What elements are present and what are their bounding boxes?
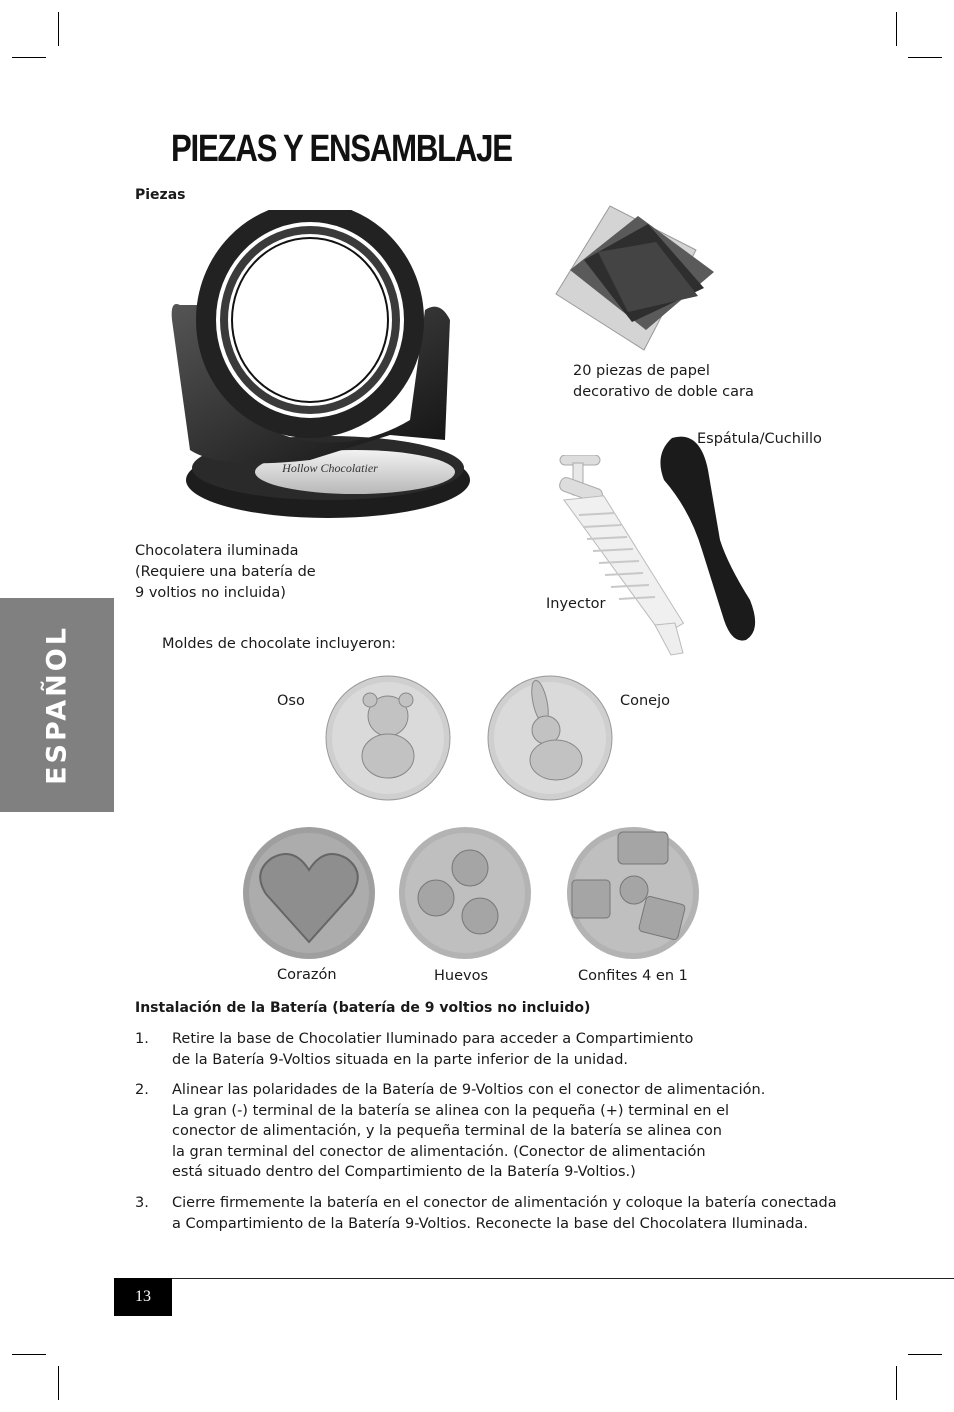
step-number: 2.: [135, 1082, 149, 1098]
crop-mark: [12, 1354, 46, 1355]
step-line: de la Batería 9-Voltios situada en la parte inferior de la unidad.: [172, 1051, 629, 1068]
step-number: 3.: [135, 1195, 149, 1211]
heart-mold-image: [238, 824, 380, 962]
language-tab: [0, 598, 114, 812]
paper-label-line: 20 piezas de papel: [573, 363, 710, 379]
paper-label: [573, 361, 754, 403]
eggs-mold-image: [394, 824, 536, 962]
step-line: La gran (-) terminal de la batería se alinea con la pequeña (+) terminal en el: [172, 1102, 730, 1119]
section-heading-parts: Piezas: [135, 187, 186, 203]
spatula-label: Espátula/Cuchillo: [697, 431, 822, 447]
rabbit-mold-image: [480, 672, 620, 804]
crop-mark: [908, 57, 942, 58]
spatula-image: [650, 430, 775, 645]
mold-label-bear: Oso: [277, 693, 305, 709]
step-text: [172, 1193, 872, 1234]
step-line: la gran terminal del conector de alimentación. (Conector de alimentación: [172, 1143, 706, 1160]
injector-label: Inyector: [546, 596, 606, 612]
chocolatier-label: [135, 541, 316, 604]
crop-mark: [896, 12, 897, 46]
decorative-paper-image: [548, 202, 718, 352]
crop-mark: [12, 57, 46, 58]
crop-mark: [58, 12, 59, 46]
footer-rule: [114, 1278, 954, 1279]
bear-mold-image: [318, 672, 458, 804]
step-line: Cierre firmemente la batería en el conector de alimentación y coloque la batería conectada: [172, 1195, 837, 1211]
chocolatier-label-line: (Requiere una batería de: [135, 564, 316, 580]
step-line: Retire la base de Chocolatier Iluminado para acceder a Compartimiento: [172, 1031, 694, 1047]
chocolatier-label-line: 9 voltios no incluida): [135, 585, 286, 601]
molds-intro: Moldes de chocolate incluyeron:: [162, 636, 396, 652]
step-line: conector de alimentación, y la pequeña terminal de la batería se alinea con: [172, 1123, 722, 1139]
crop-mark: [908, 1354, 942, 1355]
step-text: [172, 1029, 832, 1070]
mold-label-heart: Corazón: [277, 967, 337, 983]
candy-mold-image: [562, 824, 704, 962]
battery-heading: Instalación de la Batería (batería de 9 voltios no incluido): [135, 1000, 591, 1016]
language-tab-label: ESPAÑOL: [41, 625, 73, 785]
mold-label-eggs: Huevos: [434, 968, 489, 984]
crop-mark: [58, 1366, 59, 1400]
page-title: PIEZAS Y ENSAMBLAJE: [171, 128, 512, 170]
step-line: Alinear las polaridades de la Batería de 9-Voltios con el conector de alimentación.: [172, 1082, 766, 1098]
chocolatier-logo: Hollow Chocolatier: [282, 461, 378, 475]
crop-mark: [896, 1366, 897, 1400]
step-number: 1.: [135, 1031, 149, 1047]
chocolatier-label-line: Chocolatera iluminada: [135, 543, 299, 559]
step-line: está situado dentro del Compartimiento de la Batería 9-Voltios.): [172, 1164, 636, 1180]
page-number: 13: [114, 1278, 172, 1316]
mold-label-rabbit: Conejo: [620, 693, 671, 709]
chocolatier-image: [160, 210, 480, 520]
step-line: a Compartimiento de la Batería 9-Voltios. Reconecte la base del Chocolatera Iluminada.: [172, 1215, 809, 1232]
step-text: [172, 1080, 832, 1183]
paper-label-line: decorativo de doble cara: [573, 384, 754, 400]
mold-label-candy: Confites 4 en 1: [578, 968, 688, 984]
